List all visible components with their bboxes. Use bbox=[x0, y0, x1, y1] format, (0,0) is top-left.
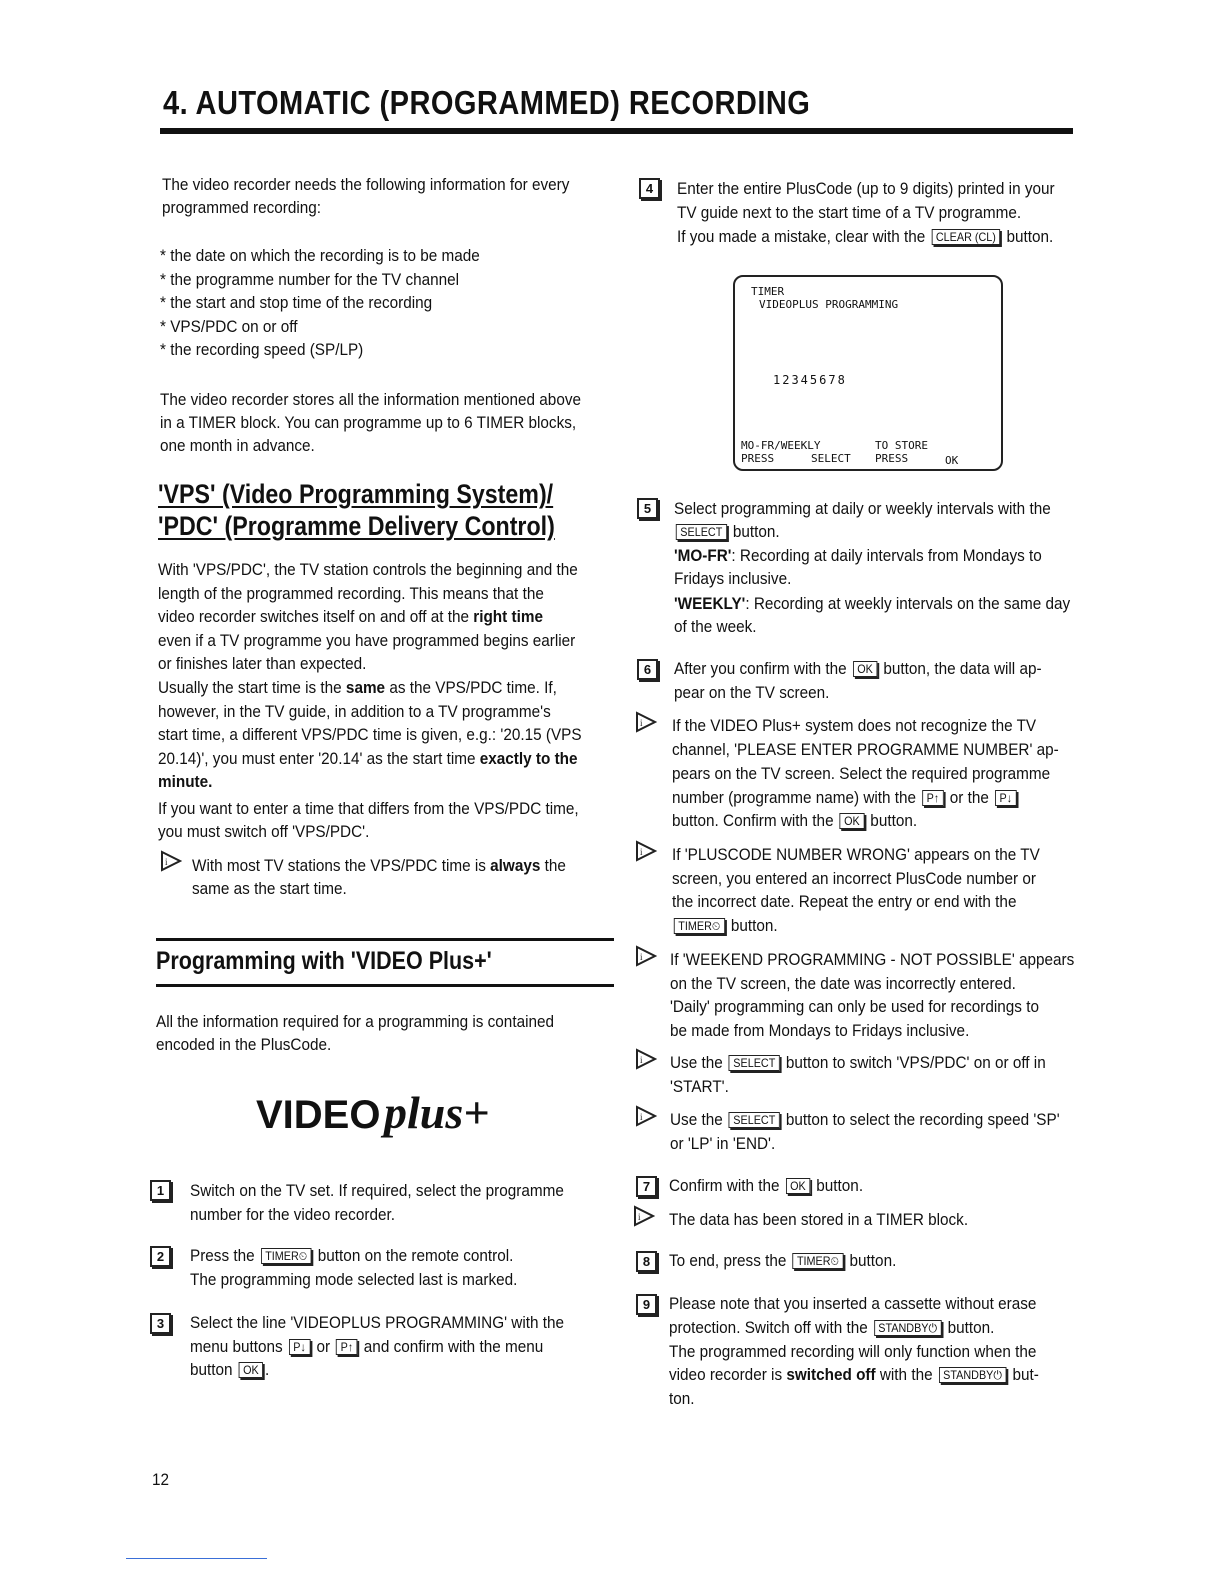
step4-line-3: If you made a mistake, clear with the CLEAR (CL) button. bbox=[677, 227, 1054, 246]
tip1-line: number (programme name) with the P↑ or the P↓ bbox=[672, 786, 1018, 810]
vps-text-line: If you want to enter a time that differs from the VPS/PDC time, bbox=[158, 799, 579, 818]
footer-rule bbox=[126, 1558, 267, 1559]
vps-text-line: even if a TV programme you have programmed begins earlier bbox=[158, 631, 576, 650]
tip5-line: Use the SELECT button to select the recording speed 'SP' bbox=[670, 1110, 1060, 1129]
step9-line: protection. Switch off with the STANDBY⏻ button. bbox=[669, 1318, 995, 1337]
screen-line: TIMER bbox=[751, 285, 785, 298]
p-up-key: P↑ bbox=[922, 790, 944, 806]
step-number-5: 5 bbox=[637, 498, 658, 519]
step5-line: SELECT button. bbox=[674, 520, 780, 544]
tip2-line: screen, you entered an incorrect PlusCode number or bbox=[672, 869, 1037, 888]
svg-text:VIDEO: VIDEO bbox=[256, 1093, 381, 1137]
tip3-line: on the TV screen, the date was incorrectly entered. bbox=[670, 974, 1016, 993]
standby-key: STANDBY⏻ bbox=[874, 1320, 942, 1336]
vps-text-line: you must switch off 'VPS/PDC'. bbox=[158, 822, 370, 841]
timer-key: TIMER⏲ bbox=[674, 918, 725, 934]
screen-code: 12345678 bbox=[773, 373, 847, 387]
tip-icon bbox=[635, 840, 657, 862]
svg-text:i: i bbox=[165, 857, 168, 867]
step8-line: To end, press the TIMER⏲ button. bbox=[669, 1251, 897, 1270]
step-number-4: 4 bbox=[639, 178, 660, 199]
svg-text:i: i bbox=[640, 1112, 643, 1122]
ok-key: OK bbox=[239, 1362, 264, 1378]
svg-text:i: i bbox=[638, 1212, 641, 1222]
stores-line: The video recorder stores all the information mentioned above bbox=[160, 390, 581, 409]
screen-line: MO-FR/WEEKLY bbox=[741, 439, 821, 452]
step9-line: The programmed recording will only function when the bbox=[669, 1342, 1037, 1361]
step-number-3: 3 bbox=[150, 1313, 171, 1334]
step2-line-1: Press the TIMER⏲ button on the remote control. bbox=[190, 1246, 514, 1265]
videoplus-text: All the information required for a programming is contained bbox=[156, 1012, 555, 1031]
step7-line: Confirm with the OK button. bbox=[669, 1176, 864, 1195]
vps-text-line: or finishes later than expected. bbox=[158, 654, 367, 673]
step6-line: pear on the TV screen. bbox=[674, 683, 830, 702]
tip3-line: be made from Mondays to Fridays inclusive. bbox=[670, 1021, 970, 1040]
tv-screen-display bbox=[733, 275, 1003, 471]
tip-icon bbox=[635, 711, 657, 733]
tip4-line: Use the SELECT button to switch 'VPS/PDC' on or off in bbox=[670, 1053, 1046, 1072]
step5-line: Select programming at daily or weekly intervals with the bbox=[674, 499, 1051, 518]
screen-line: OK bbox=[945, 454, 959, 467]
tip2-line: If 'PLUSCODE NUMBER WRONG' appears on the TV bbox=[672, 845, 1040, 864]
videoplus-text: encoded in the PlusCode. bbox=[156, 1035, 332, 1054]
timer-key: TIMER⏲ bbox=[792, 1253, 843, 1269]
tip2-line: the incorrect date. Repeat the entry or end with the bbox=[672, 892, 1017, 911]
vps-text-line: start time, a different VPS/PDC time is given, e.g.: '20.15 (VPS bbox=[158, 725, 582, 744]
tip-icon bbox=[160, 850, 182, 872]
tip1-line: button. Confirm with the OK button. bbox=[672, 811, 918, 830]
intro-line-1: The video recorder needs the following information for every bbox=[162, 175, 570, 194]
vps-text-line: Usually the start time is the same as the VPS/PDC time. If, bbox=[158, 678, 557, 697]
tip1-line: pears on the TV screen. Select the required programme bbox=[672, 764, 1051, 783]
tip-icon bbox=[635, 1048, 657, 1070]
step6-line: After you confirm with the OK button, the data will ap- bbox=[674, 659, 1042, 678]
step5-line: 'WEEKLY': Recording at weekly intervals on the same day bbox=[674, 594, 1071, 613]
videoplus-heading: Programming with 'VIDEO Plus+' bbox=[156, 947, 492, 975]
section-rule bbox=[156, 938, 614, 941]
bullet-item: * the recording speed (SP/LP) bbox=[160, 340, 364, 359]
vps-text-line: length of the programmed recording. This means that the bbox=[158, 584, 544, 603]
screen-line: TO STORE bbox=[875, 439, 928, 452]
vps-tip-line-1: With most TV stations the VPS/PDC time is always the bbox=[192, 856, 566, 875]
vps-text-line: minute. bbox=[158, 772, 213, 791]
bullet-item: * the programme number for the TV channel bbox=[160, 270, 460, 289]
step3-line-3: button OK . bbox=[190, 1360, 270, 1379]
svg-text:plus+: plus+ bbox=[384, 1087, 490, 1138]
step-number-7: 7 bbox=[636, 1176, 657, 1197]
bullet-item: * the start and stop time of the recording bbox=[160, 293, 433, 312]
step1-line-1: Switch on the TV set. If required, select the programme bbox=[190, 1181, 564, 1200]
videoplus-logo bbox=[256, 1080, 556, 1150]
screen-line: PRESS bbox=[741, 452, 775, 465]
ok-key: OK bbox=[840, 813, 865, 829]
ok-key: OK bbox=[853, 661, 878, 677]
stores-line: in a TIMER block. You can programme up to 6 TIMER blocks, bbox=[160, 413, 577, 432]
stores-line: one month in advance. bbox=[160, 436, 315, 455]
vps-heading-line-2: 'PDC' (Programme Delivery Control) bbox=[158, 511, 555, 541]
section-rule bbox=[156, 984, 614, 987]
tip5-line: or 'LP' in 'END'. bbox=[670, 1134, 776, 1153]
step9-line: Please note that you inserted a cassette without erase bbox=[669, 1294, 1037, 1313]
select-key: SELECT bbox=[729, 1055, 780, 1071]
intro-line-2: programmed recording: bbox=[162, 198, 322, 217]
p-down-key: P↓ bbox=[995, 790, 1017, 806]
step3-line-1: Select the line 'VIDEOPLUS PROGRAMMING' with the bbox=[190, 1313, 565, 1332]
tip1-line: If the VIDEO Plus+ system does not recognize the TV bbox=[672, 716, 1037, 735]
tip3-line: If 'WEEKEND PROGRAMMING - NOT POSSIBLE' appears bbox=[670, 950, 1075, 969]
step3-line-2: menu buttons P↓ or P↑ and confirm with the menu bbox=[190, 1337, 544, 1356]
tip3-line: 'Daily' programming can only be used for recordings to bbox=[670, 997, 1039, 1016]
vps-text-line: video recorder switches itself on and off at the right time bbox=[158, 607, 543, 626]
page-number: 12 bbox=[152, 1470, 170, 1489]
step2-line-2: The programming mode selected last is marked. bbox=[190, 1270, 518, 1289]
screen-line: SELECT bbox=[811, 452, 851, 465]
svg-text:i: i bbox=[640, 952, 643, 962]
select-key: SELECT bbox=[729, 1112, 780, 1128]
tip2-line: TIMER⏲ button. bbox=[672, 914, 778, 938]
step4-line-2: TV guide next to the start time of a TV programme. bbox=[677, 203, 1022, 222]
svg-text:i: i bbox=[640, 1055, 643, 1065]
page-title: 4. AUTOMATIC (PROGRAMMED) RECORDING bbox=[163, 84, 811, 121]
step-number-9: 9 bbox=[636, 1294, 657, 1315]
step-number-2: 2 bbox=[150, 1246, 171, 1267]
vps-text-line: With 'VPS/PDC', the TV station controls the beginning and the bbox=[158, 560, 578, 579]
tip-icon bbox=[635, 1105, 657, 1127]
svg-text:i: i bbox=[640, 718, 643, 728]
p-down-key: P↓ bbox=[289, 1339, 311, 1355]
step-number-8: 8 bbox=[636, 1251, 657, 1272]
select-key: SELECT bbox=[676, 524, 727, 540]
bullet-item: * VPS/PDC on or off bbox=[160, 317, 298, 336]
step1-line-2: number for the video recorder. bbox=[190, 1205, 395, 1224]
svg-text:i: i bbox=[640, 847, 643, 857]
step-number-1: 1 bbox=[150, 1180, 171, 1201]
vps-heading-line-1: 'VPS' (Video Programming System)/ bbox=[158, 479, 554, 509]
tip4-line: 'START'. bbox=[670, 1077, 729, 1096]
screen-line: VIDEOPLUS PROGRAMMING bbox=[759, 298, 899, 311]
title-rule bbox=[160, 128, 1073, 134]
clear-key: CLEAR (CL) bbox=[931, 229, 1000, 245]
vps-text-line: 20.14)', you must enter '20.14' as the start time exactly to the bbox=[158, 749, 578, 768]
ok-key: OK bbox=[786, 1178, 811, 1194]
step4-line-1: Enter the entire PlusCode (up to 9 digits) printed in your bbox=[677, 179, 1055, 198]
step5-line: of the week. bbox=[674, 617, 757, 636]
step5-line: 'MO-FR': Recording at daily intervals from Mondays to bbox=[674, 546, 1042, 565]
standby-key: STANDBY⏻ bbox=[939, 1367, 1007, 1383]
timer-key: TIMER⏲ bbox=[261, 1248, 312, 1264]
step-number-6: 6 bbox=[637, 659, 658, 680]
p-up-key: P↑ bbox=[336, 1339, 358, 1355]
vps-text-line: however, in the TV guide, in addition to a TV programme's bbox=[158, 702, 551, 721]
step5-line: Fridays inclusive. bbox=[674, 569, 792, 588]
tip-icon bbox=[633, 1205, 655, 1227]
step9-line: ton. bbox=[669, 1389, 695, 1408]
screen-line: PRESS bbox=[875, 452, 909, 465]
tip-icon bbox=[635, 945, 657, 967]
tip6-line: The data has been stored in a TIMER block. bbox=[669, 1210, 969, 1229]
tip1-line: channel, 'PLEASE ENTER PROGRAMME NUMBER' ap- bbox=[672, 740, 1059, 759]
bullet-item: * the date on which the recording is to be made bbox=[160, 246, 480, 265]
vps-tip-line-2: same as the start time. bbox=[192, 879, 347, 898]
step9-line: video recorder is switched off with the STANDBY⏻ but- bbox=[669, 1365, 1039, 1384]
